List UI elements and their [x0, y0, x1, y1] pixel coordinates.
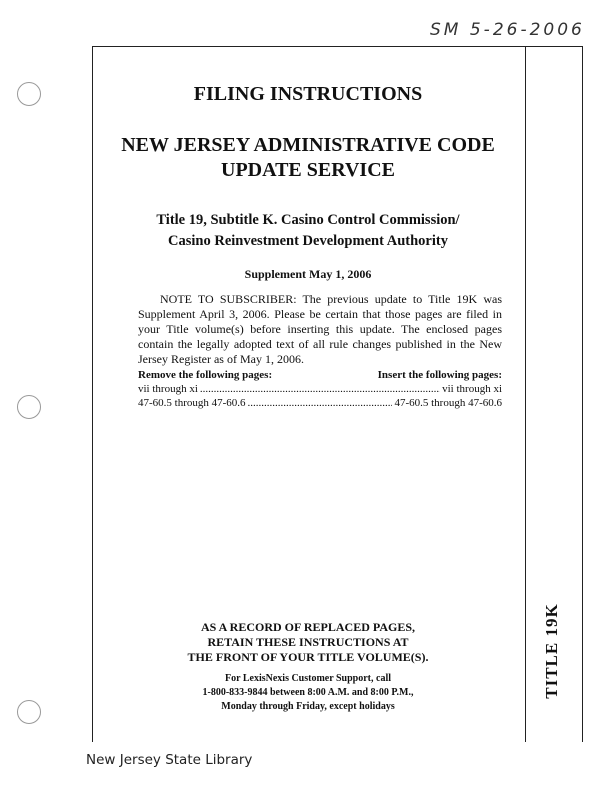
punch-hole-bottom [17, 700, 41, 724]
handwritten-note: SM 5-26-2006 [430, 20, 585, 40]
insert-pages: vii through xi [442, 383, 502, 395]
remove-pages: vii through xi [138, 383, 198, 395]
subscriber-note: NOTE TO SUBSCRIBER: The previous update to Title 19K was Supplement April 3, 2006. Please be certain that those pages are filed in your Title volume(s) before inserting this update. The enclosed pages contain the legally adopted text of all rule changes published in the New Jersey Register as of May 1, 2006. [138, 292, 502, 366]
subtitle-line-1: Title 19, Subtitle K. Casino Control Commission/ [156, 212, 460, 228]
record-line-1: AS A RECORD OF REPLACED PAGES, [200, 620, 416, 634]
table-row [138, 396, 502, 410]
supplement-date: Supplement May 1, 2006 [244, 267, 372, 281]
remove-header: Remove the following pages: [138, 369, 273, 381]
leader-dots [248, 396, 393, 410]
subtitle-line-2: Casino Reinvestment Development Authority [168, 233, 448, 249]
support-line-3: Monday through Friday, except holidays [221, 701, 395, 712]
leader-dots [200, 382, 440, 396]
customer-support-info [92, 672, 524, 714]
record-line-3: THE FRONT OF YOUR TITLE VOLUME(S). [187, 650, 429, 664]
support-line-2: 1-800-833-9844 between 8:00 A.M. and 8:00 P.M., [202, 687, 414, 698]
punch-hole-top [17, 82, 41, 106]
page-replacement-table [138, 368, 502, 410]
library-stamp: New Jersey State Library [86, 752, 253, 768]
record-line-2: RETAIN THESE INSTRUCTIONS AT [207, 635, 409, 649]
remove-pages: 47-60.5 through 47-60.6 [138, 397, 246, 409]
code-heading-line-2: UPDATE SERVICE [221, 159, 395, 181]
support-line-1: For LexisNexis Customer Support, call [224, 673, 391, 684]
insert-pages: 47-60.5 through 47-60.6 [394, 397, 502, 409]
tab-label: TITLE 19K [542, 603, 561, 699]
code-heading [92, 133, 524, 183]
insert-header: Insert the following pages: [377, 369, 502, 381]
punch-hole-middle [17, 395, 41, 419]
filing-instructions-title: FILING INSTRUCTIONS [193, 83, 423, 105]
record-notice [92, 620, 524, 665]
code-heading-line-1: NEW JERSEY ADMINISTRATIVE CODE [121, 134, 495, 156]
table-row [138, 382, 502, 396]
title-subtitle [92, 210, 524, 252]
page-table-header [138, 368, 502, 382]
